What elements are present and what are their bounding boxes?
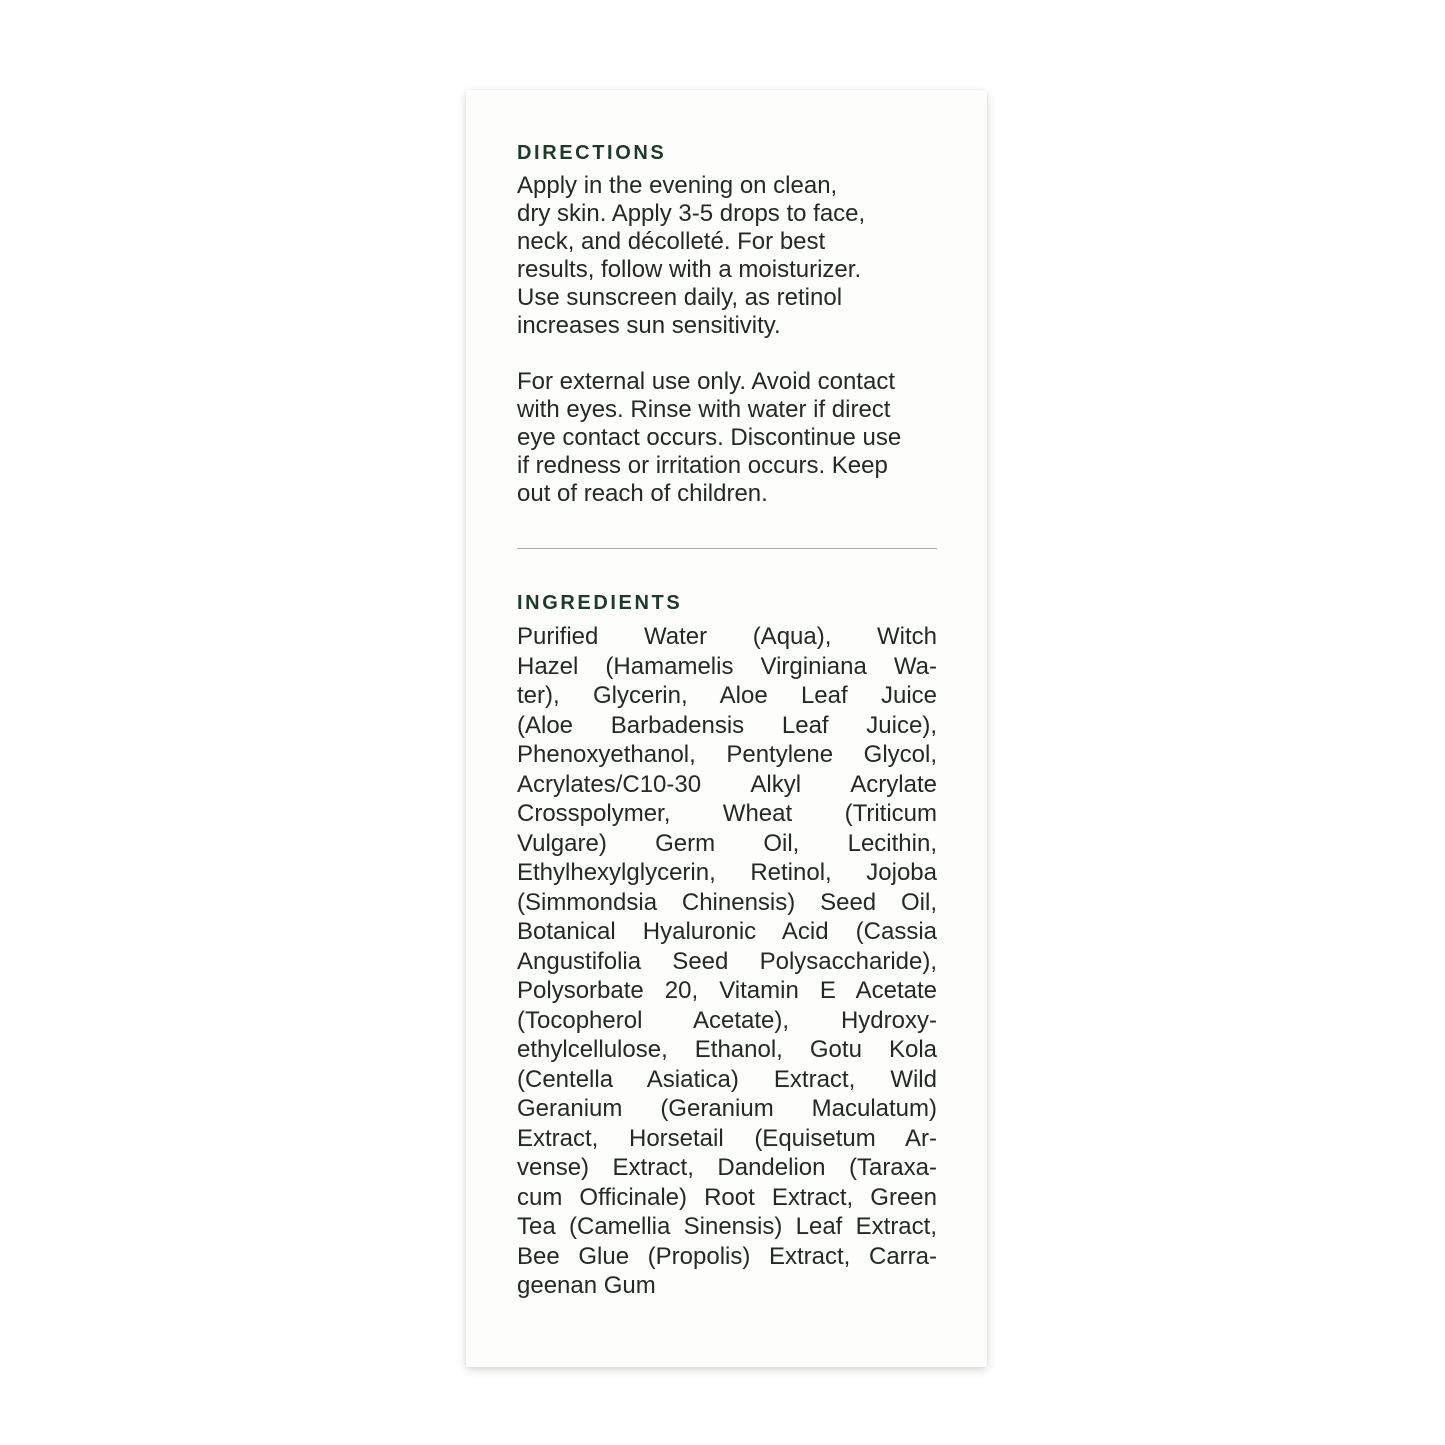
ingredients-heading: INGREDIENTS [517,592,683,614]
directions-heading: DIRECTIONS [517,142,667,164]
ingredients-section [517,593,937,1301]
text-line: Acrylates/C10-30 Alkyl Acrylate [517,770,937,798]
ingredients-list [517,622,937,1301]
text-line: cum Officinale) Root Extract, Green [517,1183,937,1211]
text-line: Vulgare) Germ Oil, Lecithin, [517,829,937,857]
text-line: ethylcellulose, Ethanol, Gotu Kola [517,1036,937,1063]
text-line: Hazel (Hamamelis Virginiana Wa- [517,652,937,680]
text-line: (Tocopherol Acetate), Hydroxy- [517,1006,937,1034]
text-line: increases sun sensitivity. [517,312,781,339]
directions-warning-paragraph [517,368,937,508]
text-line: ter), Glycerin, Aloe Leaf Juice [517,682,937,709]
text-line: Angustifolia Seed Polysaccharide), [517,947,937,975]
text-line: Botanical Hyaluronic Acid (Cassia [517,918,937,945]
text-line: Ethylhexylglycerin, Retinol, Jojoba [517,859,937,886]
text-line: if redness or irritation occurs. Keep [517,452,888,479]
text-line: Phenoxyethanol, Pentylene Glycol, [517,741,937,768]
text-line: vense) Extract, Dandelion (Taraxa- [517,1154,937,1181]
text-line: Purified Water (Aqua), Witch [517,623,937,650]
text-line: Bee Glue (Propolis) Extract, Carra- [517,1242,937,1270]
text-line: (Centella Asiatica) Extract, Wild [517,1065,937,1093]
text-line: Polysorbate 20, Vitamin E Acetate [517,977,937,1004]
text-line: results, follow with a moisturizer. [517,256,862,283]
label-back-panel [466,90,987,1367]
section-divider [517,548,937,549]
text-line: Apply in the evening on clean, [517,172,838,199]
text-line: Crosspolymer, Wheat (Triticum [517,800,937,827]
text-line: with eyes. Rinse with water if direct [517,396,891,423]
text-line: For external use only. Avoid contact [517,368,895,395]
text-line: geenan Gum [517,1272,656,1299]
text-line: eye contact occurs. Discontinue use [517,424,902,451]
text-line: Tea (Camellia Sinensis) Leaf Extract, [517,1213,937,1240]
text-line: neck, and décolleté. For best [517,228,826,255]
text-line: (Aloe Barbadensis Leaf Juice), [517,711,937,739]
text-line: (Simmondsia Chinensis) Seed Oil, [517,888,937,916]
text-line: Geranium (Geranium Maculatum) [517,1095,937,1122]
text-line: dry skin. Apply 3-5 drops to face, [517,200,866,227]
directions-section [517,143,937,508]
text-line: out of reach of children. [517,480,768,507]
text-line: Use sunscreen daily, as retinol [517,284,843,311]
text-line: Extract, Horsetail (Equisetum Ar- [517,1124,937,1152]
directions-usage-paragraph [517,172,937,340]
